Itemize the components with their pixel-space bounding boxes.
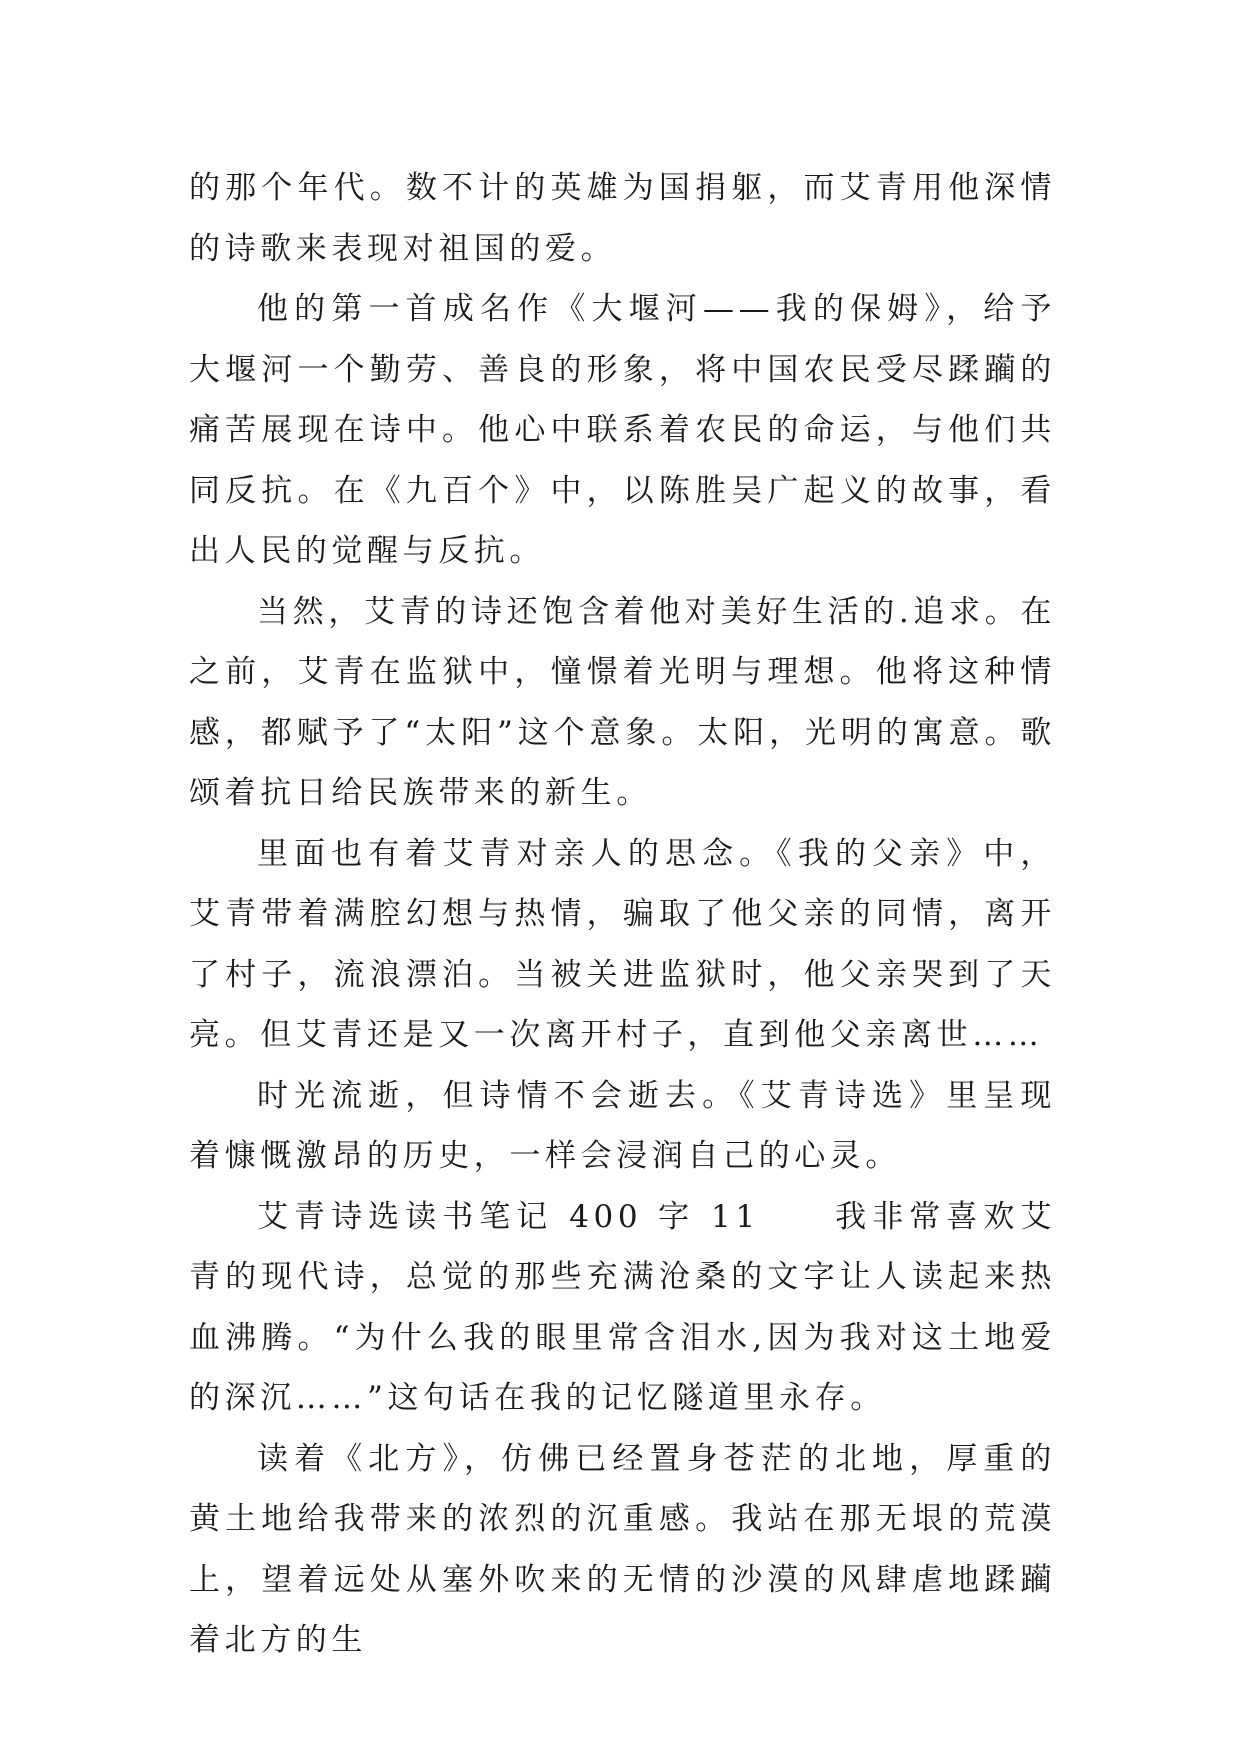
document-body	[189, 158, 1056, 1671]
paragraph-2: 他的第一首成名作《大堰河——我的保姆》，给予大堰河一个勤劳、善良的形象，将中国农民受尽蹂躏的痛苦展现在诗中。他心中联系着农民的命运，与他们共同反抗。在《九百个》中，以陈胜吴广起义的故事，看出人民的觉醒与反抗。	[189, 291, 1056, 569]
paragraph-6: 艾青诗选读书笔记 400 字 11 我非常喜欢艾青的现代诗，总觉的那些充满沧桑的文字让人读起来热血沸腾。“为什么我的眼里常含泪水,因为我对这土地爱的深沉……”这句话在我的记忆隧道里永存。	[189, 1198, 1056, 1416]
paragraph-4: 里面也有着艾青对亲人的思念。《我的父亲》中，艾青带着满腔幻想与热情，骗取了他父亲的同情，离开了村子，流浪漂泊。当被关进监狱时，他父亲哭到了天亮。但艾青还是又一次离开村子，直到他父亲离世……	[189, 835, 1056, 1053]
paragraph-3: 当然，艾青的诗还饱含着他对美好生活的.追求。在之前，艾青在监狱中，憧憬着光明与理想。他将这种情感，都赋予了“太阳”这个意象。太阳，光明的寓意。歌颂着抗日给民族带来的新生。	[189, 593, 1056, 811]
paragraph-7: 读着《北方》，仿佛已经置身苍茫的北地，厚重的黄土地给我带来的浓烈的沉重感。我站在那无垠的荒漠上，望着远处从塞外吹来的无情的沙漠的风肆虐地蹂躏着北方的生	[189, 1440, 1056, 1658]
paragraph-5: 时光流逝，但诗情不会逝去。《艾青诗选》里呈现着慷慨激昂的历史，一样会浸润自己的心灵。	[189, 1077, 1056, 1174]
paragraph-1: 的那个年代。数不计的英雄为国捐躯，而艾青用他深情的诗歌来表现对祖国的爱。	[189, 170, 1056, 267]
